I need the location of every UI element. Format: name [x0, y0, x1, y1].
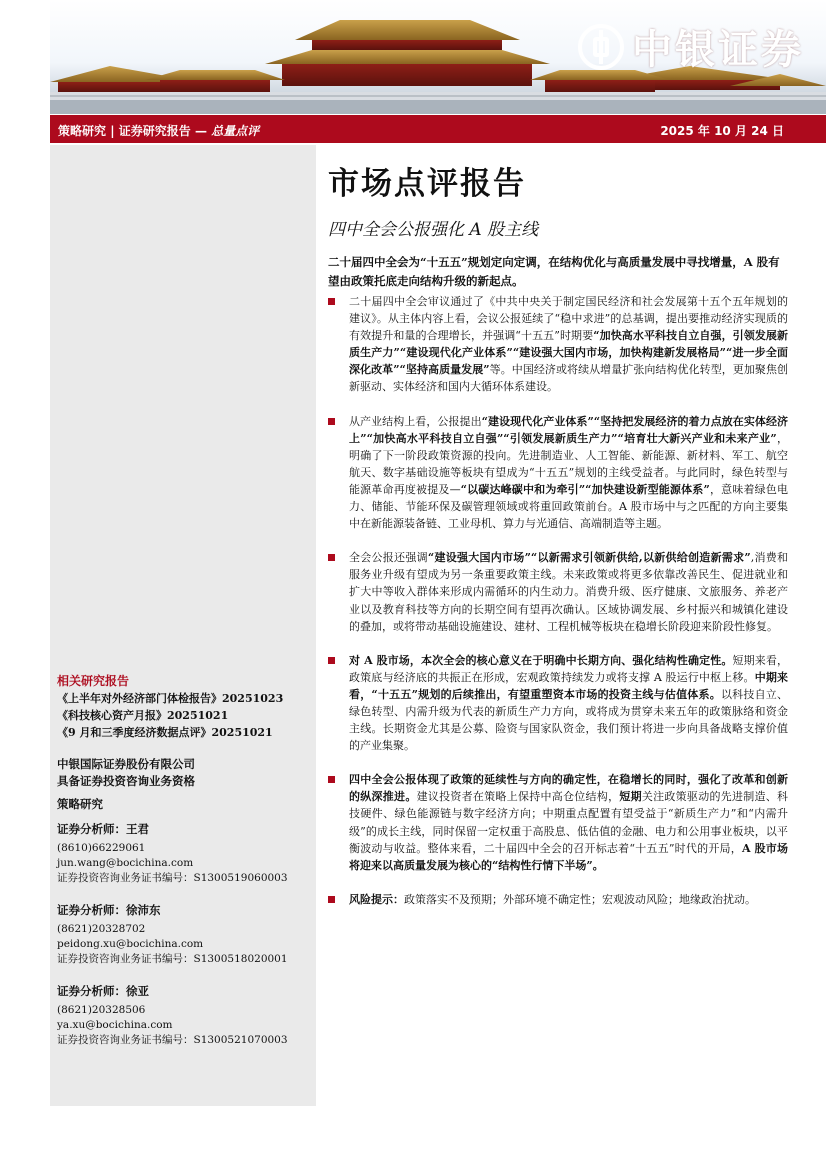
analyst-phone: (8610)66229061: [57, 842, 146, 854]
analyst-card: [57, 903, 317, 967]
analyst-email[interactable]: jun.wang@bocichina.com: [57, 857, 194, 869]
bullet-text: 建议投资者在策略上保持中高仓位结构，: [416, 790, 620, 804]
breadcrumb-item: 总量点评: [211, 124, 260, 138]
report-title: 市场点评报告: [328, 166, 526, 202]
analyst-card: [57, 984, 317, 1048]
breadcrumb-item: 策略研究: [58, 124, 107, 138]
related-reports: [57, 673, 317, 741]
bullet-point: [326, 413, 788, 533]
analyst-license: 证券投资咨询业务证书编号：S1300521070003: [57, 1034, 288, 1046]
bullet-emphasis: “建设现代化产业体系”“坚持把发展经济的着力点放在实体经济上”“加快高水平科技自立自强”“引领发展新质生产力”“培育壮大新兴产业和未来产业”: [349, 414, 788, 445]
company-qualification: 具备证券投资咨询业务资格: [57, 774, 195, 788]
bullet-text: ,消费和服务业升级有望成为另一条重要政策主线。未来政策或将更多依靠改善民生、促进就业和扩大中等收入群体来形成内需循环的内生动力。消费升级、医疗健康、文旅服务、养老产业以及教育科技等方向的长期空间有望再次确认。区域协调发展、乡村振兴和城镇化建设的叠加，或将带动基础设施建设、建材、工程机械等板块在稳增长阶段迎来阶段性修复。: [349, 551, 788, 633]
analyst-name: 证券分析师：徐亚: [57, 984, 149, 998]
bullet-emphasis: 短期: [619, 790, 642, 804]
report-subtitle: 四中全会公报强化 A 股主线: [328, 220, 539, 240]
analyst-name: 证券分析师：王君: [57, 822, 149, 836]
bullet-text: 关注政策驱动的先进制造、科技硬件、绿色能源链与数字经济方向；中期重点配置有望受益于“新质生产力”和“内需升级”的成长主线，同时保留一定权重于高股息、低估值的金融、电力和公用事业板块，以平衡波动与收益。整体来看，二十届四中全会的召开标志着“十五五”时代的开局，: [349, 790, 789, 855]
report-date: 2025 年 10 月 24 日: [660, 124, 784, 138]
analyst-email[interactable]: peidong.xu@bocichina.com: [57, 938, 204, 950]
related-report-link[interactable]: 《9 月和三季度经济数据点评》20251021: [57, 726, 273, 739]
bullet-emphasis: “以碳达峰碳中和为牵引”“加快建设新型能源体系”: [460, 482, 710, 496]
bullet-point: [326, 652, 788, 755]
related-report-link[interactable]: 《上半年对外经济部门体检报告》20251023: [57, 692, 284, 705]
company-name: 中银国际证券股份有限公司: [57, 757, 195, 771]
bullet-emphasis: 四中全会公报体现了政策的延续性与方向的确定性，在稳增长的同时，强化了改革和创新的纵深推进。: [349, 773, 788, 804]
analyst-phone: (8621)20328702: [57, 923, 146, 935]
brand-logo: [578, 18, 804, 75]
lead-summary: 二十届四中全会为“十五五”规划定向定调，在结构优化与高质量发展中寻找增量，A 股有望由政策托底走向结构升级的新起点。: [328, 255, 780, 288]
bullet-emphasis: 风险提示：: [349, 892, 404, 906]
boc-logo-icon: [578, 24, 624, 70]
bullet-point: [326, 771, 788, 874]
bullet-emphasis: A 股市场将迎来以高质量发展为核心的“结构性行情下半场”。: [349, 841, 788, 872]
bullet-point: [326, 549, 788, 634]
breadcrumb-item: 证券研究报告: [118, 124, 191, 138]
bullet-text: 等。中国经济或将续从增量扩张向结构优化转型，更加聚焦创新驱动、实体经济和国内大循环体系建设。: [349, 363, 789, 394]
bullet-emphasis: “加快高水平科技自立自强，引领发展新质生产力”“建设现代化产业体系”“建设强大国内市场，加快构建新发展格局”“进一步全面深化改革”“坚持高质量发展”: [349, 329, 788, 377]
risk-warning: [326, 891, 788, 908]
analyst-license: 证券投资咨询业务证书编号：S1300519060003: [57, 872, 288, 884]
bullet-text: 从产业结构上看，公报提出: [349, 414, 482, 428]
category-strip: [50, 115, 826, 143]
analyst-card: [57, 822, 317, 886]
bullet-text: 以科技自立、绿色转型、内需升级为代表的新质生产力方向，或将成为贯穿未来五年的政策脉络和资金主线。长期资金尤其是公募、险资与国家队资金，我们预计将进一步向具备战略支撑价值的产业集聚。: [349, 687, 789, 753]
bullet-text: 二十届四中全会审议通过了《中共中央关于制定国民经济和社会发展第十五个五年规划的建议》。从主体内容上看，会议公报延续了“稳中求进”的总基调，提出要推动经济实现质的有效提升和量的合理增长，并强调“十五五”时期要: [349, 295, 788, 343]
research-section: 策略研究: [57, 797, 103, 811]
breadcrumb: [58, 122, 259, 139]
company-info: [57, 756, 317, 790]
bullet-text: ，意味着绿色电力、储能、节能环保及碳管理领域或将重回政策前台。A 股市场中与之匹配的方向主要集中在新能源装备链、工业母机、算力与光通信、高端制造等主题。: [349, 482, 789, 531]
bullet-text: 政策落实不及预期；外部环境不确定性；宏观波动风险；地缘政治扰动。: [404, 892, 756, 906]
bullet-emphasis: 对 A 股市场，本次全会的核心意义在于明确中长期方向、强化结构性确定性。: [349, 653, 733, 667]
bullet-text: 全会公报还强调: [349, 551, 428, 565]
bullet-text: 短期来看，政策底与经济底的共振正在形成，宏观政策持续发力或将支撑 A 股运行中枢上移。: [349, 653, 788, 684]
key-points: [326, 293, 788, 925]
header-banner: [50, 0, 826, 114]
analyst-name: 证券分析师：徐沛东: [57, 903, 161, 917]
bullet-emphasis: “建设强大国内市场”“以新需求引领新供给,以新供给创造新需求”: [427, 551, 751, 565]
bullet-text: ，明确了下一阶段政策资源的投向。先进制造业、人工智能、新能源、新材料、军工、航空航天、数字基础设施等板块有望成为“十五五”规划的主线受益者。与此同时，绿色转型与能源革命再度被提及—: [349, 431, 789, 496]
bullet-emphasis: 中期来看，“十五五”规划的后续推出，有望重塑资本市场的投资主线与估值体系。: [349, 670, 788, 701]
analyst-email[interactable]: ya.xu@bocichina.com: [57, 1019, 173, 1031]
bullet-point: [326, 293, 788, 396]
related-report-link[interactable]: 《科技核心资产月报》20251021: [57, 709, 229, 722]
brand-name: 中银证券: [632, 27, 804, 73]
related-reports-title: 相关研究报告: [57, 674, 130, 688]
breadcrumb-separator: |: [110, 124, 119, 138]
analyst-license: 证券投资咨询业务证书编号：S1300518020001: [57, 953, 288, 965]
analyst-phone: (8621)20328506: [57, 1004, 146, 1016]
breadcrumb-separator: —: [194, 124, 212, 138]
